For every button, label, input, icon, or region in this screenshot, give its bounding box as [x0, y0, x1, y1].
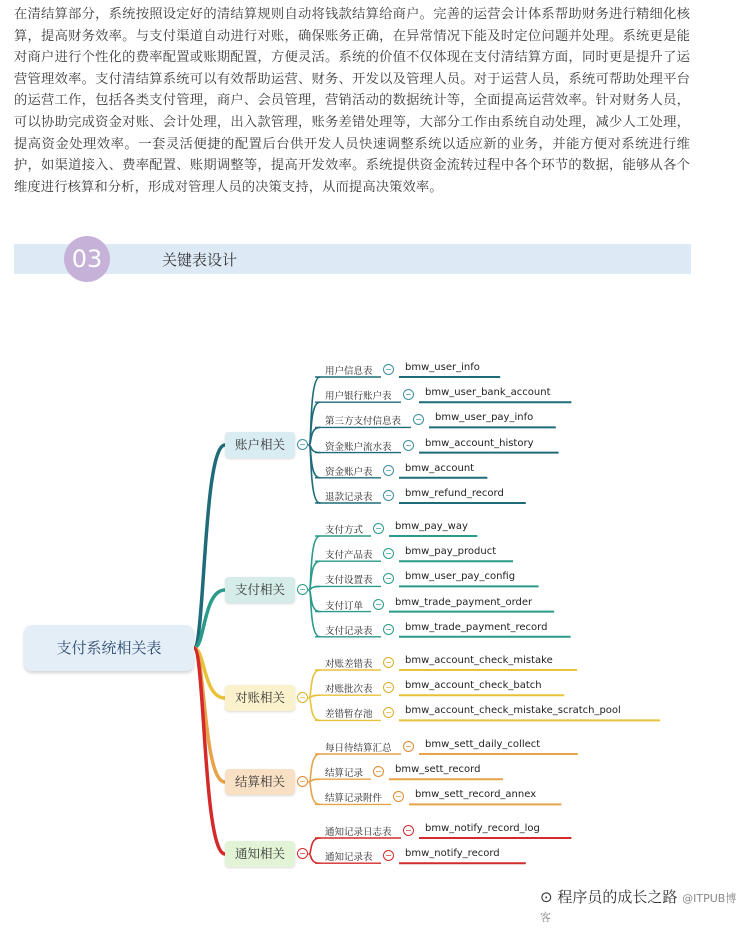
collapse-toggle-icon[interactable]: − [383, 364, 394, 375]
collapse-toggle-icon[interactable]: − [403, 389, 414, 400]
watermark [540, 886, 738, 925]
collapse-toggle-icon[interactable]: − [403, 741, 414, 752]
collapse-toggle-icon[interactable]: − [393, 791, 404, 802]
collapse-toggle-icon[interactable]: − [297, 584, 308, 595]
table-code-label: bmw_account_check_mistake_scratch_pool [405, 705, 621, 717]
table-code-label: bmw_pay_way [395, 521, 468, 532]
table-name-label: 每日待结算汇总 [325, 743, 392, 754]
branch-connector [309, 590, 320, 637]
collapse-toggle-icon[interactable]: − [297, 776, 308, 787]
table-code-label: bmw_sett_record [395, 764, 481, 776]
section-number-badge: 03 [64, 236, 110, 282]
watermark-sub: @ITPUB博客 [540, 892, 737, 924]
table-name-label: 对账差错表 [325, 659, 373, 670]
collapse-toggle-icon[interactable]: − [383, 465, 394, 476]
collapse-toggle-icon[interactable]: − [413, 414, 424, 425]
table-code-label: bmw_user_pay_info [435, 412, 534, 424]
trunk-connector [194, 445, 225, 648]
collapse-toggle-icon[interactable]: − [383, 682, 394, 693]
category-node: 结算相关 [225, 769, 295, 795]
table-code-label: bmw_trade_payment_order [395, 596, 533, 608]
table-name-label: 差错暂存池 [325, 709, 373, 721]
table-code-label: bmw_user_bank_account [425, 387, 551, 399]
table-name-label: 对账批次表 [325, 684, 373, 696]
collapse-toggle-icon[interactable]: − [383, 573, 394, 584]
table-code-label: bmw_notify_record [405, 848, 500, 860]
mindmap-root: 支付系统相关表 [24, 625, 194, 671]
section-title: 关键表设计 [162, 251, 238, 269]
table-name-label: 支付订单 [325, 600, 364, 612]
branch-connector [309, 754, 320, 782]
table-name-label: 退款记录表 [325, 492, 373, 503]
wechat-icon: ⊙ [540, 888, 558, 906]
watermark-main: 程序员的成长之路 [557, 888, 678, 906]
collapse-toggle-icon[interactable]: − [383, 850, 394, 861]
table-code-label: bmw_user_pay_config [405, 571, 516, 583]
table-code-label: bmw_notify_record_log [425, 823, 540, 834]
table-code-label: bmw_sett_daily_collect [425, 739, 541, 750]
table-name-label: 资金账户表 [325, 466, 373, 478]
collapse-toggle-icon[interactable]: − [403, 825, 414, 836]
collapse-toggle-icon[interactable]: − [383, 548, 394, 559]
table-name-label: 结算记录附件 [325, 793, 383, 805]
branch-connector [309, 838, 320, 854]
table-code-label: bmw_account_check_mistake [405, 655, 553, 666]
branch-connector [309, 782, 320, 804]
table-code-label: bmw_account_check_batch [405, 680, 542, 692]
collapse-toggle-icon[interactable]: − [383, 490, 394, 501]
collapse-toggle-icon[interactable]: − [383, 657, 394, 668]
category-node: 通知相关 [225, 841, 295, 867]
category-node: 账户相关 [225, 432, 295, 458]
collapse-toggle-icon[interactable]: − [297, 439, 308, 450]
table-name-label: 用户信息表 [325, 366, 373, 377]
intro-paragraph: 在清结算部分，系统按照设定好的清结算规则自动将钱款结算给商户。完善的运营会计体系帮助财务进行精细化核算，提高财务效率。与支付渠道自动进行对账，确保账务正确，在异常情况下能及时定位问题并处理。系统更是能对商户进行个性化的费率配置或账期配置，方便灵活。系统的价值不仅体现在支付清结算方面，同时更是提升了运营管理效率。支付清结算系统可以有效帮助运营、财务、开发以及管理人员。对于运营人员，系统可帮助处理平台的运营工作，包括各类支付管理，商户、会员管理，营销活动的数据统计等，全面提高运营效率。针对财务人员，可以协助完成资金对账、会计处理，出入款管理，账务差错处理等，大部分工作由系统自动处理，减少人工处理，提高资金处理效率。一套灵活便捷的配置后台供开发人员快速调整系统以适应新的业务，并能方便对系统进行维护，如渠道接入、费率配置、账期调整等，提高开发效率。系统提供资金流转过程中各个环节的数据，能够从各个维度进行核算和分析，形成对管理人员的决策支持，从而提高决策效率。 [14, 7, 690, 195]
table-name-label: 通知记录日志表 [325, 827, 392, 838]
table-name-label: 结算记录 [325, 768, 364, 780]
table-code-label: bmw_account [405, 462, 475, 474]
collapse-toggle-icon[interactable]: − [383, 707, 394, 718]
table-name-label: 通知记录表 [325, 852, 373, 864]
table-code-label: bmw_sett_record_annex [415, 789, 537, 801]
table-name-label: 第三方支付信息表 [325, 416, 402, 428]
collapse-toggle-icon[interactable]: − [373, 766, 384, 777]
table-name-label: 支付产品表 [325, 550, 373, 562]
collapse-toggle-icon[interactable]: − [403, 440, 414, 451]
table-name-label: 支付设置表 [325, 575, 373, 587]
collapse-toggle-icon[interactable]: − [373, 523, 384, 534]
category-node: 对账相关 [225, 685, 295, 711]
table-name-label: 支付记录表 [325, 625, 373, 637]
table-code-label: bmw_refund_record [405, 488, 504, 499]
table-name-label: 资金账户流水表 [325, 441, 392, 453]
table-code-label: bmw_account_history [425, 437, 534, 449]
category-node: 支付相关 [225, 577, 295, 603]
collapse-toggle-icon[interactable]: − [297, 848, 308, 859]
collapse-toggle-icon[interactable]: − [383, 624, 394, 635]
table-code-label: bmw_user_info [405, 362, 480, 373]
table-code-label: bmw_pay_product [405, 546, 497, 558]
table-name-label: 支付方式 [325, 525, 364, 536]
table-code-label: bmw_trade_payment_record [405, 621, 548, 633]
collapse-toggle-icon[interactable]: − [373, 599, 384, 610]
table-name-label: 用户银行账户表 [325, 391, 392, 403]
branch-connector [309, 698, 320, 720]
branch-connector [309, 670, 320, 698]
branch-connector [309, 854, 320, 863]
section-header-bar [14, 244, 691, 274]
collapse-toggle-icon[interactable]: − [297, 692, 308, 703]
